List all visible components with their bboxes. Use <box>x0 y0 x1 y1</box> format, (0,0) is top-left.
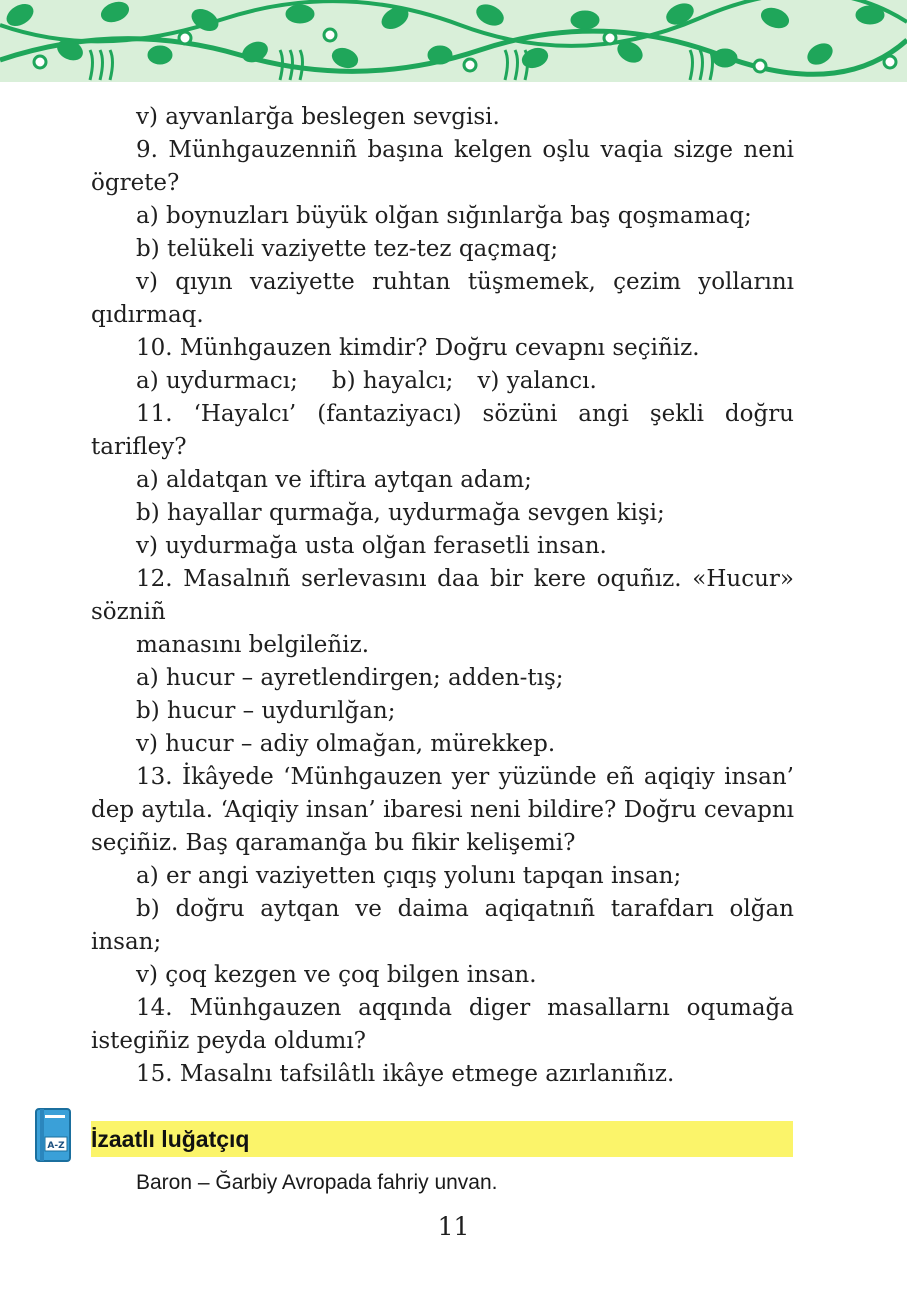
question-15: 15. Masalnı tafsilâtlı ikâye etmege azırlanıñız. <box>136 1061 675 1087</box>
question-9: 9. Münhgauzenniñ başına kelgen oşlu vaqia sizge neni ögrete? <box>91 137 794 196</box>
answer-options-row <box>91 365 794 398</box>
answer-line: v) uydurmağa usta olğan ferasetli insan. <box>136 533 607 559</box>
answer-line: v) ayvanlarğa beslegen sevgisi. <box>136 104 500 130</box>
glossary-title: İzaatlı luğatçıq <box>91 1121 793 1157</box>
question-13: 13. İkâyede ‘Münhgauzen yer yüzünde eñ aqiqiy insan’ dep aytıla. ‘Aqiqiy insan’ ibaresi neni bildire? Doğru cevapnı seçiñiz. Baş qaramanğa bu fikir kelişemi? <box>91 764 794 856</box>
answer-line: a) boynuzları büyük olğan sığınlarğa baş qoşmamaq; <box>136 203 752 229</box>
answer-line: a) aldatqan ve iftira aytqan adam; <box>136 467 532 493</box>
answer-line: b) doğru aytqan ve daima aqiqatnıñ tarafdarı olğan insan; <box>91 896 794 955</box>
decorative-leaf-banner <box>0 0 907 82</box>
answer-option: b) hayalcı; <box>331 368 454 394</box>
question-list <box>91 101 794 1091</box>
answer-line: v) çoq kezgen ve çoq bilgen insan. <box>136 962 537 988</box>
dictionary-book-icon <box>33 1107 73 1163</box>
answer-line: v) hucur – adiy olmağan, mürekkep. <box>136 731 556 757</box>
question-10: 10. Münhgauzen kimdir? Doğru cevapnı seçiñiz. <box>136 335 700 361</box>
book-icon-label: A-Z <box>47 1141 65 1151</box>
answer-line: a) er angi vaziyetten çıqış yolunı tapqan insan; <box>136 863 682 889</box>
question-14: 14. Münhgauzen aqqında diger masallarnı oqumağa istegiñiz peyda oldumı? <box>91 995 794 1054</box>
answer-line: b) telükeli vaziyette tez-tez qaçmaq; <box>136 236 559 262</box>
answer-option: v) yalancı. <box>477 368 597 394</box>
answer-option: a) uydurmacı; <box>136 368 298 394</box>
question-12-continuation: manasını belgileñiz. <box>136 632 370 658</box>
question-11: 11. ‘Hayalcı’ (fantaziyacı) sözüni angi şekli doğru tarifley? <box>91 401 794 460</box>
answer-line: b) hucur – uydurılğan; <box>136 698 396 724</box>
question-12: 12. Masalnıñ serlevasını daa bir kere oquñız. «Hucur» sözniñ <box>91 566 794 625</box>
answer-line: v) qıyın vaziyette ruhtan tüşmemek, çezim yollarını qıdırmaq. <box>91 269 794 328</box>
answer-line: b) hayallar qurmağa, uydurmağa sevgen kişi; <box>136 500 665 526</box>
leaf-ornament-icon <box>0 0 907 82</box>
answer-line: a) hucur – ayretlendirgen; adden-tış; <box>136 665 564 691</box>
page-number: 11 <box>437 1212 470 1241</box>
glossary-entry: Baron – Ğarbiy Avropada fahriy unvan. <box>136 1171 498 1194</box>
